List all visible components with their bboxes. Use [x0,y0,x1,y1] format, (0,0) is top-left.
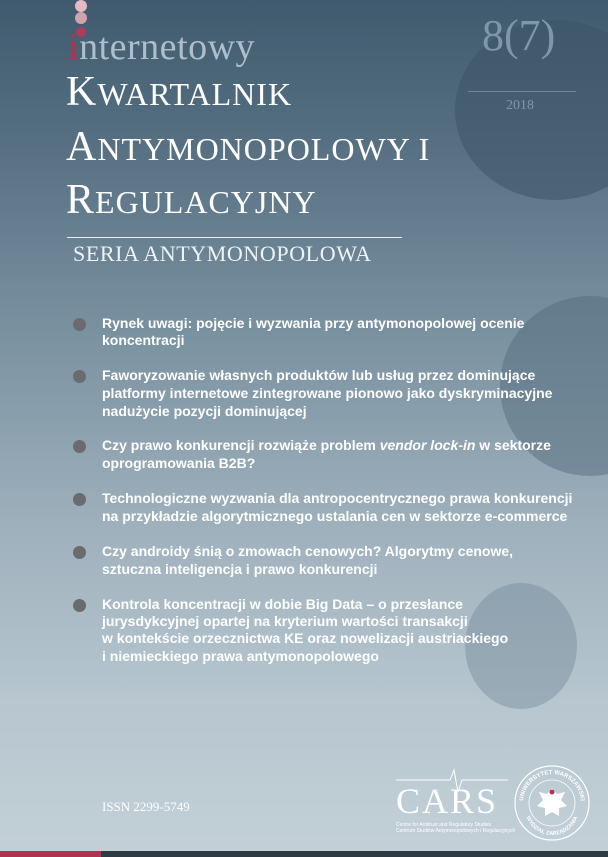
issn: ISSN 2299-5749 [102,799,190,814]
title-cap: K [66,69,98,115]
prefix-initial: i [68,26,80,68]
cars-subtitle-1: Centre for Antitrust and Regulatory Studies [396,822,492,828]
series-divider [67,237,402,238]
series-title: SERIA ANTYMONOPOLOWA [73,241,372,266]
title-line-3 [66,176,317,224]
toc-line: koncentracji [102,332,185,348]
cars-subtitle-2: Centrum Studiów Antymonopolowych i Regulacyjnych [396,828,516,834]
toc-line: Kontrola koncentracji w dobie Big Data – o przesłance [102,596,463,612]
title-line-2 [66,123,430,171]
bullet-icon [73,318,86,331]
issue-divider [468,91,576,92]
title-rest: NTYMONOPOLOWY I [97,131,431,167]
toc-line: oprogramowania B2B? [102,455,256,471]
toc-text-part: Czy prawo konkurencji rozwiąże problem [102,437,380,453]
toc-line: Rynek uwagi: pojęcie i wyzwania przy antymonopolowej ocenie [102,315,525,331]
bullet-icon [73,493,86,506]
title-line-1 [66,68,292,116]
bullet-icon [73,599,86,612]
cars-wordmark: CARS [396,781,499,821]
dot-icon [75,0,87,12]
bullet-icon [73,546,86,559]
title-rest: WARTALNIK [97,76,293,112]
bullet-icon [73,440,86,453]
dot-icon [75,12,87,24]
toc-line [102,437,551,454]
seal-text-top: UNIWERSYTET WARSZAWSKI [519,769,585,802]
toc-line: na przykładzie algorytmicznego ustalania cen w sektorze e-commerce [102,508,568,524]
toc-line: Technologiczne wyzwania dla antropocentrycznego prawa konkurencji [102,490,573,506]
toc-line: i niemieckiego prawa antymonopolowego [102,648,379,664]
toc-text-italic: vendor lock-in [379,437,476,453]
toc-line: w kontekście orzecznictwa KE oraz nowelizacji austriackiego [102,630,509,646]
toc-text-part: w sektorze [475,437,551,453]
seal-text-bottom: WYDZIAŁ ZARZĄDZANIA [524,815,580,838]
prefix-rest: nternetowy [79,26,256,68]
issue-number: 8(7) [482,11,556,60]
journal-prefix [68,25,255,69]
issue-year: 2018 [506,98,534,113]
toc-line: Faworyzowanie własnych produktów lub usług przez dominujące [102,367,536,383]
university-seal-icon [513,764,591,842]
bottom-accent-bar [0,851,101,857]
title-rest: EGULACYJNY [95,184,317,220]
toc-line: jurysdykcyjnej opartej na kryterium wartości transakcji [102,613,468,629]
toc-line: platformy internetowe zintegrowane pionowo jako dyskryminacyjne [102,385,553,401]
title-cap: R [66,177,96,223]
toc-line: nadużycie pozycji dominującej [102,403,307,419]
title-cap: A [66,124,98,170]
bullet-icon [73,370,86,383]
toc-line: sztuczna inteligencja i prawo konkurencji [102,561,378,577]
toc-line: Czy androidy śnią o zmowach cenowych? Algorytmy cenowe, [102,543,514,559]
